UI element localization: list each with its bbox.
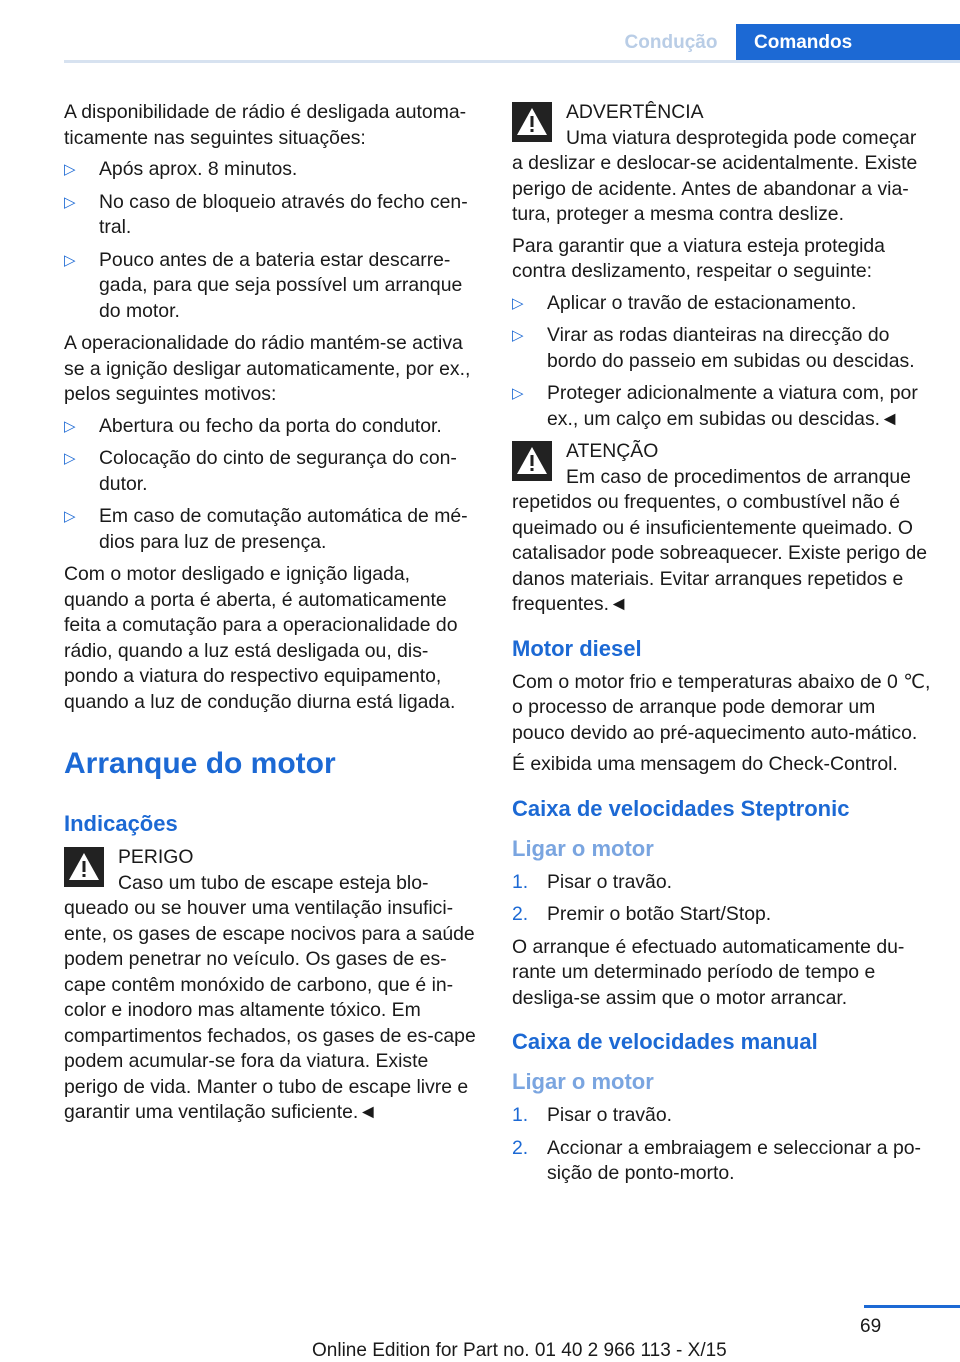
bullet-list (64, 157, 480, 324)
list-item: ▷ Proteger adicionalmente a viatura com, por ex., um calço em subidas ou descidas.◄ (512, 382, 918, 430)
list-item: ▷ Após aprox. 8 minutos. (64, 157, 480, 183)
warning-icon (512, 102, 552, 142)
warning-icon (512, 441, 552, 481)
step-number: 1. (512, 870, 529, 893)
section-heading: Arranque do motor (64, 747, 336, 780)
subsection-heading: Indicações (64, 811, 178, 836)
list-item: ▷ Abertura ou fecho da porta do condutor. (64, 414, 480, 440)
footer-rule (864, 1305, 960, 1308)
bullet-list (512, 291, 932, 433)
subsection-heading: Caixa de velocidades Steptronic (512, 795, 850, 821)
list-item: ▷ Aplicar o travão de estacionamento. (512, 291, 932, 317)
warning-title: PERIGO (118, 846, 194, 868)
warning-text: Uma viatura desprotegida pode começar a deslizar e deslocar-se acidentalmente. Existe perigo de acidente. Antes de abandonar a via-tura, proteger a mesma contra deslize. (512, 126, 918, 225)
triangle-bullet-icon: ▷ (512, 294, 524, 312)
list-item: ▷ Colocação do cinto de segurança do con-dutor. (64, 447, 457, 495)
paragraph: A disponibilidade de rádio é desligada automa-ticamente nas seguintes situações: (64, 101, 467, 149)
warning-text: Caso um tubo de escape esteja blo-queado ou se houver uma ventilação insufici-ente, os gases de escape nocivos para a saúde podem penetrar no veículo. Os gases de es-cape contêm monóxido de carbono, que é in-color e inodoro mas altamente tóxico. Em compartimentos fechados, os gases de es-cape podem acumular-se fora da viatura. Existe perigo de vida. Manter o tubo de escape livre e garantir uma ventilação suficiente.◄ (64, 871, 476, 1123)
step-number: 1. (512, 1104, 529, 1126)
warning-title: ADVERTÊNCIA (566, 101, 704, 123)
page-number: 69 (860, 1316, 882, 1337)
paragraph: A operacionalidade do rádio mantém-se activa se a ignição desligar automaticamente, por ex., pelos seguintes motivos: (64, 332, 471, 405)
paragraph: O arranque é efectuado automaticamente du-rante um determinado período de tempo e desliga-se assim que o motor arrancar. (512, 935, 905, 1009)
procedure-heading: Ligar o motor (512, 1069, 654, 1094)
header-rule (64, 60, 960, 63)
list-item: 2. Accionar a embraiagem e seleccionar a po-sição de ponto-morto. (512, 1136, 921, 1184)
numbered-list (512, 1103, 932, 1187)
list-item: ▷ Em caso de comutação automática de mé-dios para luz de presença. (64, 505, 468, 553)
step-number: 2. (512, 1136, 529, 1159)
triangle-bullet-icon: ▷ (64, 161, 76, 178)
list-item: 1. Pisar o travão. (512, 1103, 932, 1129)
numbered-list (512, 870, 932, 928)
list-item: ▷ No caso de bloqueio através do fecho cen-tral. (64, 190, 468, 238)
list-item: ▷ Pouco antes de a bateria estar descarre-gada, para que seja possível um arranque do motor. (64, 248, 463, 322)
paragraph: Para garantir que a viatura esteja protegida contra deslizamento, respeitar o seguinte: (512, 234, 885, 282)
paragraph: Com o motor frio e temperaturas abaixo de 0 ℃, o processo de arranque pode demorar um pouco devido ao pré-aquecimento auto-mático. (512, 670, 931, 744)
step-number: 2. (512, 903, 529, 925)
triangle-bullet-icon: ▷ (512, 327, 524, 344)
subsection-heading: Caixa de velocidades manual (512, 1029, 818, 1054)
warning-block (64, 845, 480, 1126)
header-chapter-tab: Comandos (736, 24, 960, 62)
triangle-bullet-icon: ▷ (64, 251, 76, 269)
bullet-list (64, 414, 480, 556)
edition-text: Online Edition for Part no. 01 40 2 966 113 - X/15 (312, 1340, 727, 1361)
triangle-bullet-icon: ▷ (64, 417, 76, 435)
list-item: 1. Pisar o travão. (512, 870, 932, 896)
warning-text: Em caso de procedimentos de arranque repetidos ou frequentes, o combustível não é queimado ou é insuficientemente queimado. O catalisador pode sobreaquecer. Existe perigo de danos materiais. Evitar arranques repetidos e frequentes.◄ (512, 465, 928, 615)
warning-icon (64, 847, 104, 887)
list-item: ▷ Virar as rodas dianteiras na direcção do bordo do passeio em subidas ou descidas. (512, 324, 915, 372)
triangle-bullet-icon: ▷ (512, 385, 524, 402)
subsection-heading: Motor diesel (512, 635, 642, 661)
caution-block (512, 439, 932, 618)
triangle-bullet-icon: ▷ (64, 450, 76, 467)
list-item: 2. Premir o botão Start/Stop. (512, 902, 932, 928)
warning-block (512, 100, 932, 228)
triangle-bullet-icon: ▷ (64, 193, 76, 211)
right-column (512, 100, 932, 1194)
left-column (64, 100, 480, 1132)
procedure-heading: Ligar o motor (512, 835, 654, 861)
triangle-bullet-icon: ▷ (64, 508, 76, 525)
paragraph: É exibida uma mensagem do Check-Control. (512, 753, 898, 775)
warning-title: ATENÇÃO (566, 440, 659, 462)
header-section-tab: Condução (606, 24, 736, 62)
paragraph: Com o motor desligado e ignição ligada, quando a porta é aberta, é automaticamente feita a comutação para a operacionalidade do rádio, quando a luz está desligada ou, dis-pondo a viatura do respectivo equipamento, quando a luz de condução diurna está ligada. (64, 563, 458, 713)
